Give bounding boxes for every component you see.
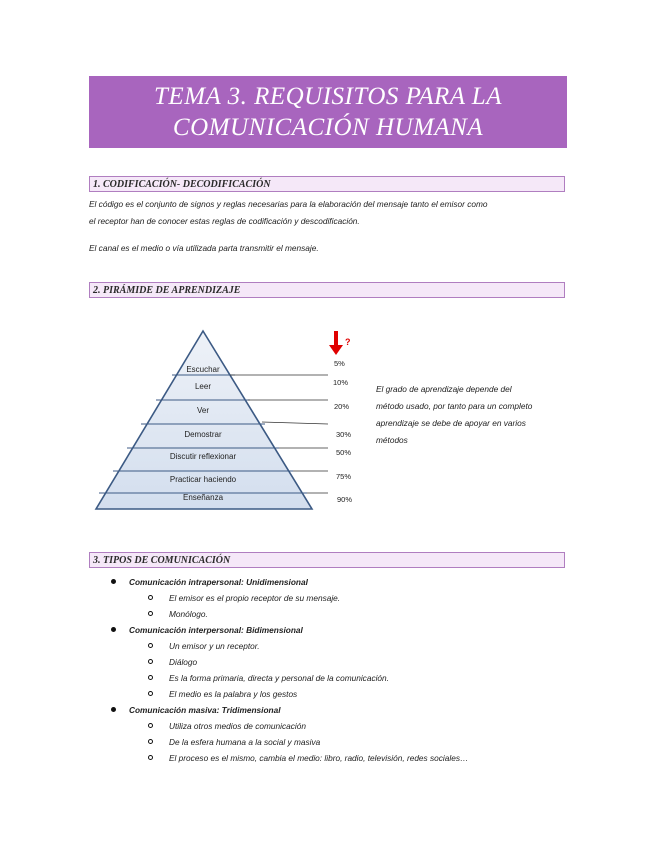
bullet-icon: [111, 579, 116, 584]
pyramid-percentage: 5%: [334, 359, 345, 368]
list-item-label: Comunicación intrapersonal: Unidimensional: [129, 577, 308, 587]
paragraph-codigo: [89, 196, 564, 230]
page-title: [89, 76, 567, 148]
pyramid-level-label: Escuchar: [186, 365, 220, 374]
sub-list-item: [108, 654, 578, 670]
pyramid-level-label: Enseñanza: [182, 493, 224, 502]
list-item: [108, 574, 578, 590]
sub-list-item-label: Un emisor y un receptor.: [169, 641, 260, 651]
title-line-2: COMUNICACIÓN HUMANA: [172, 114, 484, 141]
circle-bullet-icon: [148, 739, 153, 744]
paragraph-codigo-line-2: el receptor han de conocer estas reglas de codificación y descodificación.: [89, 216, 360, 226]
pyramid-level-label: Discutir reflexionar: [169, 452, 237, 461]
circle-bullet-icon: [148, 691, 153, 696]
bullet-icon: [111, 627, 116, 632]
pyramid-description: [376, 381, 571, 449]
pyramid-percentage: 20%: [334, 402, 350, 411]
paragraph-canal: El canal es el medio o vía utilizada parta transmitir el mensaje.: [89, 243, 319, 253]
pyramid-percentage: 10%: [333, 378, 349, 387]
list-item: [108, 622, 578, 638]
pyramid-percentage: 90%: [337, 495, 353, 504]
sub-list-item-label: Es la forma primaria, directa y personal de la comunicación.: [169, 673, 389, 683]
sub-list-item: [108, 638, 578, 654]
list-item: [108, 702, 578, 718]
pyramid-description-line: métodos: [376, 435, 408, 445]
sub-list-item-label: El proceso es el mismo, cambia el medio: libro, radio, televisión, redes sociales…: [169, 753, 469, 763]
question-mark: ?: [345, 337, 351, 347]
sub-list-item: [108, 670, 578, 686]
sub-list-item: [108, 734, 578, 750]
circle-bullet-icon: [148, 595, 153, 600]
circle-bullet-icon: [148, 611, 153, 616]
sub-list-item-label: Monólogo.: [169, 609, 208, 619]
learning-pyramid-figure: [90, 325, 380, 515]
pyramid-percentage: 75%: [336, 472, 352, 481]
learning-pyramid-svg: [90, 325, 380, 515]
sub-list-item-label: El emisor es el propio receptor de su mensaje.: [169, 593, 341, 603]
paragraph-codigo-line-1: El código es el conjunto de signos y reglas necesarias para la elaboración del mensaje tanto el emisor como: [89, 199, 488, 209]
sub-list-item: [108, 718, 578, 734]
pyramid-level-label: Demostrar: [184, 430, 222, 439]
circle-bullet-icon: [148, 643, 153, 648]
pyramid-description-line: El grado de aprendizaje depende del: [376, 384, 512, 394]
pyramid-percentage: 50%: [336, 448, 352, 457]
sub-list-item: [108, 590, 578, 606]
sub-list-item-label: Utiliza otros medios de comunicación: [169, 721, 306, 731]
circle-bullet-icon: [148, 675, 153, 680]
sub-list-item-label: Diálogo: [169, 657, 198, 667]
section-heading-piramide: 2. PIRÁMIDE DE APRENDIZAJE: [89, 282, 565, 298]
sub-list-item: [108, 750, 578, 766]
pyramid-level-label: Practicar haciendo: [169, 475, 237, 484]
pyramid-description-line: método usado, por tanto para un completo: [376, 401, 533, 411]
sub-list-item: [108, 606, 578, 622]
bullet-icon: [111, 707, 116, 712]
sub-list-item-label: De la esfera humana a la social y masiva: [169, 737, 321, 747]
list-item-label: Comunicación masiva: Tridimensional: [129, 705, 281, 715]
arrow-down-icon: [329, 331, 343, 355]
sub-list-item: [108, 686, 578, 702]
pyramid-description-line: aprendizaje se debe de apoyar en varios: [376, 418, 526, 428]
circle-bullet-icon: [148, 659, 153, 664]
section-heading-tipos: 3. TIPOS DE COMUNICACIÓN: [89, 552, 565, 568]
pyramid-level-label: Ver: [196, 406, 210, 415]
section-heading-codificacion: 1. CODIFICACIÓN- DECODIFICACIÓN: [89, 176, 565, 192]
pyramid-percentage: 30%: [336, 430, 352, 439]
circle-bullet-icon: [148, 755, 153, 760]
circle-bullet-icon: [148, 723, 153, 728]
sub-list-item-label: El medio es la palabra y los gestos: [169, 689, 298, 699]
communication-types-list: [108, 574, 578, 766]
title-line-1: TEMA 3. REQUISITOS PARA LA: [154, 83, 502, 110]
pyramid-level-label: Leer: [194, 382, 212, 391]
list-item-label: Comunicación interpersonal: Bidimensional: [129, 625, 303, 635]
